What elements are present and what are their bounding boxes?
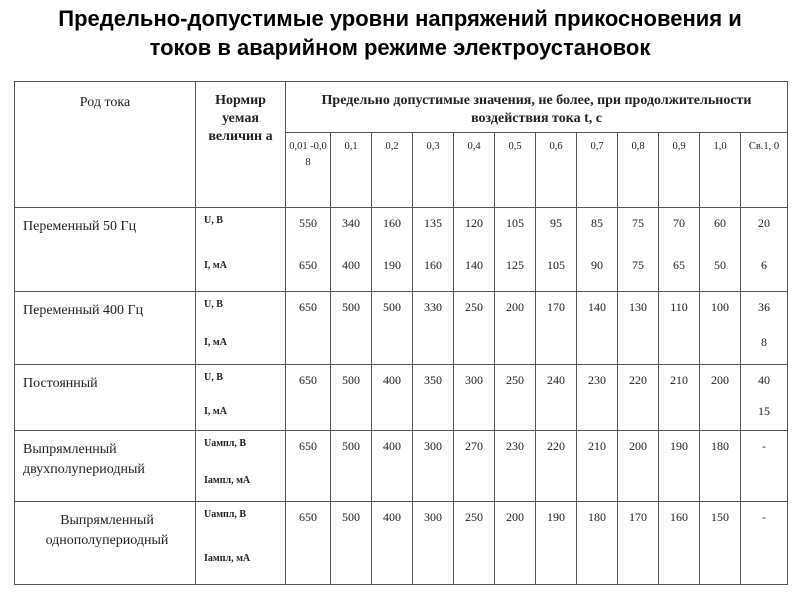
- value-cell: [372, 502, 413, 585]
- value-1: 170: [629, 510, 647, 524]
- value-cell: [536, 292, 577, 365]
- value-1: 36: [758, 300, 771, 314]
- value-1: 70: [673, 216, 685, 230]
- value-1: 220: [547, 439, 565, 453]
- value-cell: [618, 208, 659, 292]
- quantity-cell: [196, 365, 286, 431]
- value-1: 650: [299, 373, 317, 387]
- value-1: 40: [758, 373, 771, 387]
- value-1: 400: [383, 373, 401, 387]
- value-1: 200: [506, 510, 524, 524]
- value-2: 160: [424, 258, 442, 272]
- value-2: 75: [632, 258, 644, 272]
- table-row: [15, 208, 788, 292]
- value-1: 300: [465, 373, 483, 387]
- value-1: 140: [588, 300, 606, 314]
- value-cell: [577, 292, 618, 365]
- value-cell: [331, 502, 372, 585]
- value-2: 8: [761, 335, 768, 349]
- value-1: 270: [465, 439, 483, 453]
- value-1: 210: [588, 439, 606, 453]
- value-1: 230: [506, 439, 524, 453]
- value-cell: [286, 365, 331, 431]
- duration-header: 0,9: [659, 133, 700, 208]
- value-1: 190: [670, 439, 688, 453]
- value-cell: [700, 292, 741, 365]
- value-1: 300: [424, 510, 442, 524]
- value-1: 650: [299, 300, 317, 314]
- value-1: 95: [550, 216, 562, 230]
- value-1: 75: [632, 216, 644, 230]
- value-cell: [741, 208, 788, 292]
- value-cell: [413, 502, 454, 585]
- value-1: 200: [506, 300, 524, 314]
- value-1: 200: [629, 439, 647, 453]
- value-1: 550: [299, 216, 317, 230]
- value-cell: [413, 365, 454, 431]
- value-cell: [741, 365, 788, 431]
- value-cell: [659, 292, 700, 365]
- value-1: 230: [588, 373, 606, 387]
- value-cell: [286, 502, 331, 585]
- value-2: 125: [506, 258, 524, 272]
- value-cell: [659, 431, 700, 502]
- duration-header: 0,6: [536, 133, 577, 208]
- voltage-current-limits-table: [14, 81, 788, 585]
- table-row: [15, 365, 788, 431]
- value-1: 340: [342, 216, 360, 230]
- value-2: 190: [383, 258, 401, 272]
- value-cell: [454, 208, 495, 292]
- value-cell: [536, 208, 577, 292]
- value-cell: [741, 431, 788, 502]
- value-1: 650: [299, 439, 317, 453]
- value-cell: [618, 431, 659, 502]
- value-1: 130: [629, 300, 647, 314]
- value-cell: [659, 365, 700, 431]
- header-limit-values: Предельно допустимые значения, не более, при продолжительности воздействия тока t, с: [286, 82, 788, 133]
- value-cell: [372, 365, 413, 431]
- value-cell: [618, 502, 659, 585]
- value-cell: [413, 431, 454, 502]
- quantity-cell: [196, 431, 286, 502]
- value-2: 6: [761, 258, 768, 272]
- value-2: 15: [758, 404, 771, 418]
- value-cell: [495, 208, 536, 292]
- value-1: 110: [670, 300, 688, 314]
- value-1: 650: [299, 510, 317, 524]
- quantity-cell: [196, 292, 286, 365]
- value-1: 500: [342, 439, 360, 453]
- value-1: 160: [670, 510, 688, 524]
- document-title: [0, 4, 800, 62]
- value-1: 240: [547, 373, 565, 387]
- value-1: 330: [424, 300, 442, 314]
- value-cell: [577, 502, 618, 585]
- value-cell: [577, 208, 618, 292]
- value-cell: [372, 431, 413, 502]
- value-1: 220: [629, 373, 647, 387]
- value-1: 250: [506, 373, 524, 387]
- value-cell: [495, 431, 536, 502]
- value-cell: [454, 292, 495, 365]
- quantity-cell: [196, 502, 286, 585]
- value-cell: [536, 365, 577, 431]
- value-1: 100: [711, 300, 729, 314]
- value-cell: [413, 292, 454, 365]
- title-line-2: токов в аварийном режиме электроустановок: [149, 35, 651, 60]
- value-1: 210: [670, 373, 688, 387]
- value-1: 160: [383, 216, 401, 230]
- value-1: 85: [591, 216, 603, 230]
- quantity-2: Iампл, мА: [204, 553, 251, 564]
- value-cell: [331, 431, 372, 502]
- quantity-cell: [196, 208, 286, 292]
- table-row: [15, 292, 788, 365]
- value-2: 400: [342, 258, 360, 272]
- value-cell: [577, 365, 618, 431]
- quantity-2: I, мА: [204, 260, 227, 271]
- quantity-1: U, В: [204, 372, 223, 383]
- value-cell: [286, 431, 331, 502]
- value-1: 180: [588, 510, 606, 524]
- value-1: 350: [424, 373, 442, 387]
- duration-header: 0,01 -0,0 8: [286, 133, 331, 208]
- header-current-type: Род тока: [15, 82, 196, 208]
- value-cell: [331, 365, 372, 431]
- duration-header: 0,8: [618, 133, 659, 208]
- value-1: 250: [465, 300, 483, 314]
- value-cell: [741, 502, 788, 585]
- value-cell: [659, 208, 700, 292]
- duration-header: 0,2: [372, 133, 413, 208]
- quantity-1: Uампл, В: [204, 438, 247, 449]
- value-cell: [454, 502, 495, 585]
- table-row: [15, 502, 788, 585]
- value-1: 135: [424, 216, 442, 230]
- value-cell: [618, 292, 659, 365]
- title-line-1: Предельно-допустимые уровни напряжений прикосновения и: [58, 6, 742, 31]
- value-cell: [286, 208, 331, 292]
- value-cell: [700, 431, 741, 502]
- value-1: 190: [547, 510, 565, 524]
- quantity-2: I, мА: [204, 337, 227, 348]
- value-1: 500: [342, 510, 360, 524]
- quantity-1: Uампл, В: [204, 509, 247, 520]
- value-cell: [331, 292, 372, 365]
- quantity-1: U, В: [204, 299, 223, 310]
- current-type-cell: Переменный 50 Гц: [15, 208, 196, 292]
- value-1: 60: [714, 216, 726, 230]
- value-1: 150: [711, 510, 729, 524]
- value-2: 650: [299, 258, 317, 272]
- value-1: 400: [383, 439, 401, 453]
- duration-header: 1,0: [700, 133, 741, 208]
- table-row: [15, 431, 788, 502]
- value-1: 180: [711, 439, 729, 453]
- duration-header: 0,3: [413, 133, 454, 208]
- value-1: 500: [342, 373, 360, 387]
- value-2: 140: [465, 258, 483, 272]
- value-cell: [413, 208, 454, 292]
- value-1: 250: [465, 510, 483, 524]
- value-cell: [700, 208, 741, 292]
- value-1: 500: [342, 300, 360, 314]
- header-normalized-value: Нормир уемая величин а: [196, 82, 286, 208]
- duration-header: 0,4: [454, 133, 495, 208]
- current-type-cell: Переменный 400 Гц: [15, 292, 196, 365]
- duration-header: 0,7: [577, 133, 618, 208]
- value-cell: [700, 502, 741, 585]
- value-1: 400: [383, 510, 401, 524]
- value-1: -: [762, 439, 767, 453]
- value-cell: [454, 431, 495, 502]
- value-1: 120: [465, 216, 483, 230]
- value-2: 65: [673, 258, 685, 272]
- value-cell: [495, 502, 536, 585]
- value-cell: [495, 292, 536, 365]
- value-1: 500: [383, 300, 401, 314]
- value-1: 200: [711, 373, 729, 387]
- value-1: 170: [547, 300, 565, 314]
- current-type-cell: Выпрямленный однополупериодный: [15, 502, 196, 585]
- value-cell: [659, 502, 700, 585]
- quantity-2: I, мА: [204, 406, 227, 417]
- value-cell: [372, 208, 413, 292]
- value-cell: [536, 431, 577, 502]
- current-type-cell: Постоянный: [15, 365, 196, 431]
- value-cell: [577, 431, 618, 502]
- duration-header: Св.1, 0: [741, 133, 788, 208]
- current-type-cell: Выпрямленный двухполупериодный: [15, 431, 196, 502]
- quantity-2: Iампл, мА: [204, 475, 251, 486]
- value-cell: [331, 208, 372, 292]
- value-cell: [618, 365, 659, 431]
- value-2: 105: [547, 258, 565, 272]
- value-1: 105: [506, 216, 524, 230]
- table-body: [15, 208, 788, 585]
- value-cell: [536, 502, 577, 585]
- duration-header: 0,1: [331, 133, 372, 208]
- quantity-1: U, В: [204, 215, 223, 226]
- value-cell: [372, 292, 413, 365]
- value-2: 50: [714, 258, 726, 272]
- value-1: 20: [758, 216, 771, 230]
- value-cell: [286, 292, 331, 365]
- value-cell: [454, 365, 495, 431]
- value-cell: [741, 292, 788, 365]
- value-2: 90: [591, 258, 603, 272]
- value-1: -: [762, 510, 767, 524]
- value-1: 300: [424, 439, 442, 453]
- value-cell: [495, 365, 536, 431]
- value-cell: [700, 365, 741, 431]
- duration-header: 0,5: [495, 133, 536, 208]
